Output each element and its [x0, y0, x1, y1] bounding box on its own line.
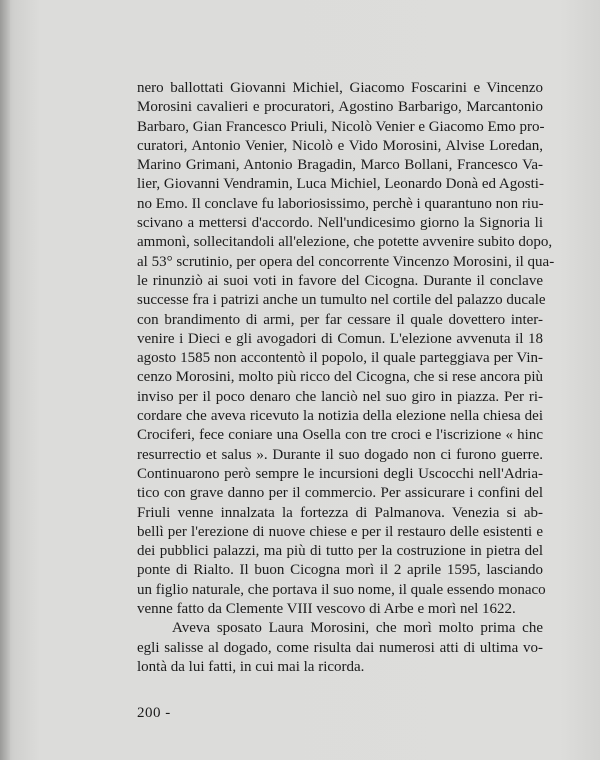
text-line: scivano a mettersi d'accordo. Nell'undicesimo giorno la Signoria li — [137, 215, 543, 232]
text-line: lier, Giovanni Vendramin, Luca Michiel, Leonardo Donà ed Agosti- — [137, 176, 544, 193]
text-line: curatori, Antonio Venier, Nicolò e Vido Morosini, Alvise Loredan, — [137, 137, 543, 154]
text-line: Barbaro, Gian Francesco Priuli, Nicolò Venier e Giacomo Emo pro- — [137, 118, 545, 135]
text-line: resurrectio et salus ». Durante il suo dogado non ci furono guerre. — [137, 446, 543, 463]
text-line: no Emo. Il conclave fu laboriosissimo, perchè i quarantuno non riu- — [137, 195, 544, 212]
text-line: successe fra i patrizi anche un tumulto nel cortile del palazzo ducale — [137, 292, 546, 309]
paragraph-start-line: Aveva sposato Laura Morosini, che morì molto prima che — [172, 620, 543, 637]
text-line: Friuli venne innalzata la fortezza di Palmanova. Venezia si ab- — [137, 504, 543, 521]
text-line: cenzo Morosini, molto più ricco del Cicogna, che si rese ancora più — [137, 369, 543, 386]
text-line: ammonì, sollecitandoli all'elezione, che potette avvenire subito dopo, — [137, 234, 553, 251]
text-line: Morosini cavalieri e procuratori, Agostino Barbarigo, Marcantonio — [137, 99, 543, 116]
page-gutter — [0, 0, 10, 760]
text-line: dei pubblici palazzi, ma più di tutto per la costruzione in pietra del — [137, 543, 543, 560]
text-line: un figlio naturale, che portava il suo nome, il quale essendo monaco — [137, 581, 546, 598]
text-line: egli salisse al dogado, come risulta dai numerosi atti di ultima vo- — [137, 639, 543, 656]
page-number: 200 - — [137, 705, 171, 721]
text-line: cordare che aveva ricevuto la notizia della elezione nella chiesa dei — [137, 408, 543, 425]
text-line: venne fatto da Clemente VIII vescovo di Arbe e morì nel 1622. — [137, 601, 516, 618]
body-text — [137, 79, 555, 677]
text-line: inviso per il poco denaro che lanciò nel suo giro in piazza. Per ri- — [137, 388, 543, 405]
text-line: Crociferi, fece coniare una Osella con tre croci e l'iscrizione « hinc — [137, 427, 543, 444]
text-line: bellì per l'erezione di nuove chiese e per il restauro delle esistenti e — [137, 523, 543, 540]
text-line: Marino Grimani, Antonio Bragadin, Marco Bollani, Francesco Va- — [137, 157, 543, 174]
text-line: le rinunziò ai suoi voti in favore del Cicogna. Durante il conclave — [137, 272, 543, 289]
text-line: agosto 1585 non accontentò il popolo, il quale parteggiava per Vin- — [137, 350, 543, 367]
text-line: lontà da lui fatti, in cui mai la ricorda. — [137, 658, 365, 675]
text-line: ponte di Rialto. Il buon Cicogna morì il 2 aprile 1595, lasciando — [137, 562, 543, 579]
text-line: al 53° scrutinio, per opera del concorrente Vincenzo Morosini, il qua- — [137, 253, 555, 270]
text-line: tico con grave danno per il commercio. Per assicurare i confini del — [137, 485, 543, 502]
text-line: nero ballottati Giovanni Michiel, Giacomo Foscarini e Vincenzo — [137, 80, 543, 96]
text-line: venire i Dieci e gli avogadori di Comun. L'elezione avvenuta il 18 — [137, 330, 543, 347]
text-line: con brandimento di armi, per far cessare il quale dovettero inter- — [137, 311, 543, 328]
text-line: Continuarono però sempre le incursioni degli Uscocchi nell'Adria- — [137, 465, 543, 482]
